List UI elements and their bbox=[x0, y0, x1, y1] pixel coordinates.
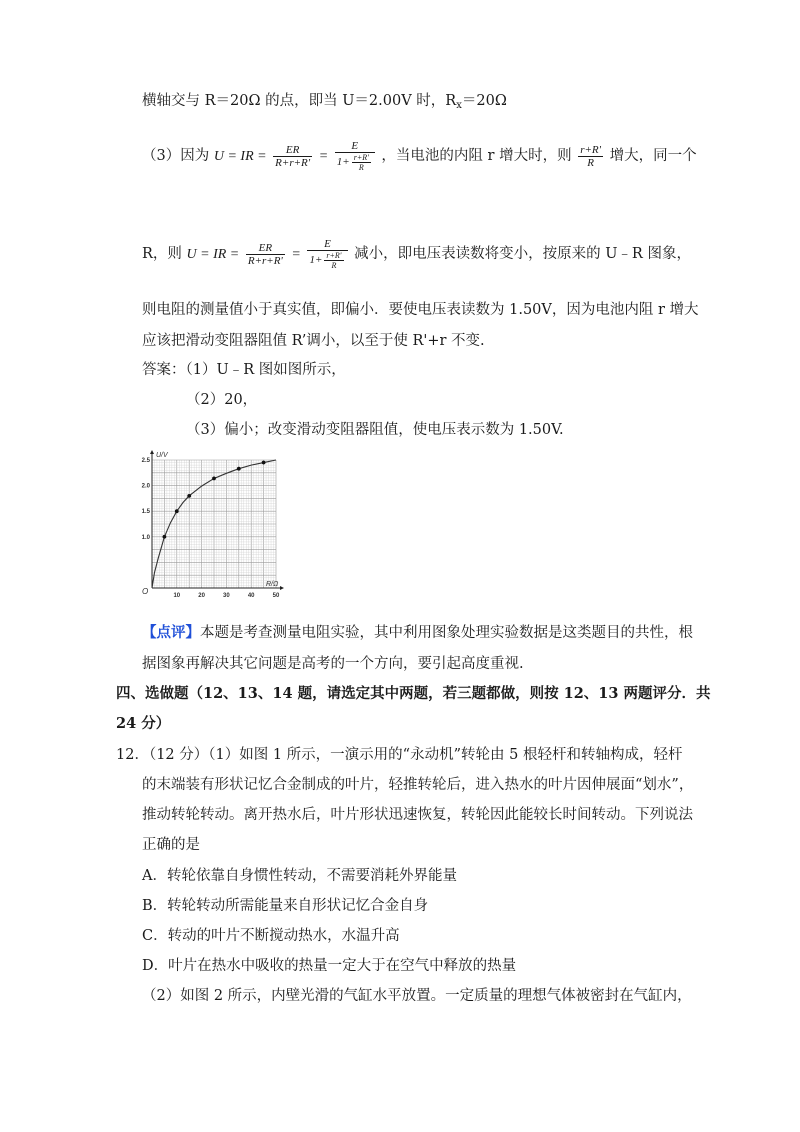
y-tick-label: 2.0 bbox=[141, 483, 150, 490]
fraction-e: E 1+ $\frac{r+R'}{R}$ bbox=[335, 140, 375, 172]
y-tick-label: 2.5 bbox=[141, 458, 150, 464]
formula-line-3: （3）因为 U = IR = $\frac{ER}{R+r+R'}$ = E 1+ $\frac{r+R'}{R}$ ，当电池的内阻 r 增大时，则 $\frac{r+R'}{R}$ 增大，同一个 bbox=[142, 140, 697, 172]
fraction-er: $\frac{ER}{R+r+R'}$ bbox=[275, 143, 311, 169]
section-4-heading: 四、选做题（12、13、14 题，请选定其中两题，若三题都做，则按 12、13 两题评分．共 bbox=[116, 685, 711, 702]
p3-mid: ，当电池的内阻 r 增大时，则 bbox=[381, 148, 572, 164]
option-b: B．转轮转动所需能量来自形状记忆合金自身 bbox=[142, 898, 429, 914]
p3-prefix: （3）因为 bbox=[142, 148, 210, 164]
data-point bbox=[212, 477, 216, 481]
formula-lhs: U = IR = bbox=[213, 149, 267, 164]
comment-tag: 【点评】 bbox=[142, 624, 200, 641]
data-point bbox=[163, 535, 167, 539]
y-tick-label: 1.5 bbox=[141, 509, 150, 516]
answer-line-3: （3）偏小；改变滑动变阻器阻值，使电压表示数为 1.50V. bbox=[186, 422, 564, 438]
q12-line-4: 正确的是 bbox=[142, 837, 200, 853]
line-1-tail: ＝20Ω bbox=[461, 93, 507, 109]
q12-line-1: 12．（12 分）（1）如图 1 所示，一演示用的“永动机”转轮由 5 根轻杆和转轴构成，轻杆 bbox=[116, 747, 683, 763]
q12-part-2: （2）如图 2 所示，内壁光滑的气缸水平放置。一定质量的理想气体被密封在气缸内， bbox=[142, 988, 692, 1004]
comment-line-2: 据图象再解决其它问题是高考的一个方向，要引起高度重视. bbox=[142, 656, 524, 672]
fraction-ratio: $\frac{r+R'}{R}$ bbox=[580, 143, 601, 169]
section-4-heading-cont: 24 分） bbox=[116, 715, 171, 732]
x-tick-label: 30 bbox=[223, 593, 230, 599]
x-tick-label: 40 bbox=[247, 593, 255, 599]
p4-prefix: R，则 bbox=[142, 246, 182, 262]
y-axis-label: U/V bbox=[156, 452, 168, 459]
comment-line-1: 【点评】本题是考查测量电阻实验，其中利用图象处理实验数据是这类题目的共性，根 bbox=[142, 624, 693, 641]
y-tick-label: 1.0 bbox=[141, 534, 150, 541]
x-tick-label: 10 bbox=[173, 593, 181, 599]
x-tick-label: 20 bbox=[198, 593, 205, 599]
answer-line-1: 答案：（1）U﹣R 图如图所示， bbox=[142, 362, 346, 378]
u-r-chart bbox=[138, 448, 284, 608]
formula-line-4: R，则 U = IR = $\frac{ER}{R+r+R'}$ = E 1+ $\frac{r+R'}{R}$ 减小，即电压表读数将变小，按原来的 U﹣R 图象， bbox=[142, 238, 691, 270]
origin-label: O bbox=[142, 587, 149, 596]
data-point bbox=[175, 509, 179, 513]
q12-line-3: 推动转轮转动。离开热水后，叶片形状迅速恢复，转轮因此能较长时间转动。下列说法 bbox=[142, 807, 693, 823]
data-point bbox=[237, 467, 241, 471]
line-1-text: 横轴交与 R＝20Ω 的点，即当 U＝2.00V 时，R bbox=[142, 93, 457, 109]
y-axis-arrow bbox=[150, 450, 154, 454]
option-a: A．转轮依靠自身惯性转动，不需要消耗外界能量 bbox=[142, 868, 457, 884]
x-tick-label: 50 bbox=[272, 593, 280, 599]
x-axis-arrow bbox=[280, 586, 284, 590]
option-d: D．叶片在热水中吸收的热量一定大于在空气中释放的热量 bbox=[142, 958, 517, 974]
text-line-1 bbox=[142, 91, 507, 116]
p3-suffix: 增大，同一个 bbox=[609, 148, 697, 164]
data-point bbox=[187, 494, 191, 498]
text-line-5: 则电阻的测量值小于真实值，即偏小．要使电压表读数为 1.50V，因为电池内阻 r 增大 bbox=[142, 302, 699, 318]
p4-suffix: 减小，即电压表读数将变小，按原来的 U﹣R 图象， bbox=[354, 246, 691, 262]
answer-line-2: （2）20， bbox=[186, 392, 258, 408]
data-point bbox=[262, 461, 266, 465]
option-c: C．转动的叶片不断搅动热水，水温升高 bbox=[142, 928, 400, 944]
subscript-x: x bbox=[456, 100, 462, 111]
q12-line-2: 的末端装有形状记忆合金制成的叶片，轻推转轮后，进入热水的叶片因伸展面“划水”， bbox=[142, 777, 694, 793]
text-line-6: 应该把滑动变阻器阻值 R’调小，以至于使 R'+r 不变. bbox=[142, 333, 485, 349]
x-axis-label: R/Ω bbox=[266, 581, 279, 588]
